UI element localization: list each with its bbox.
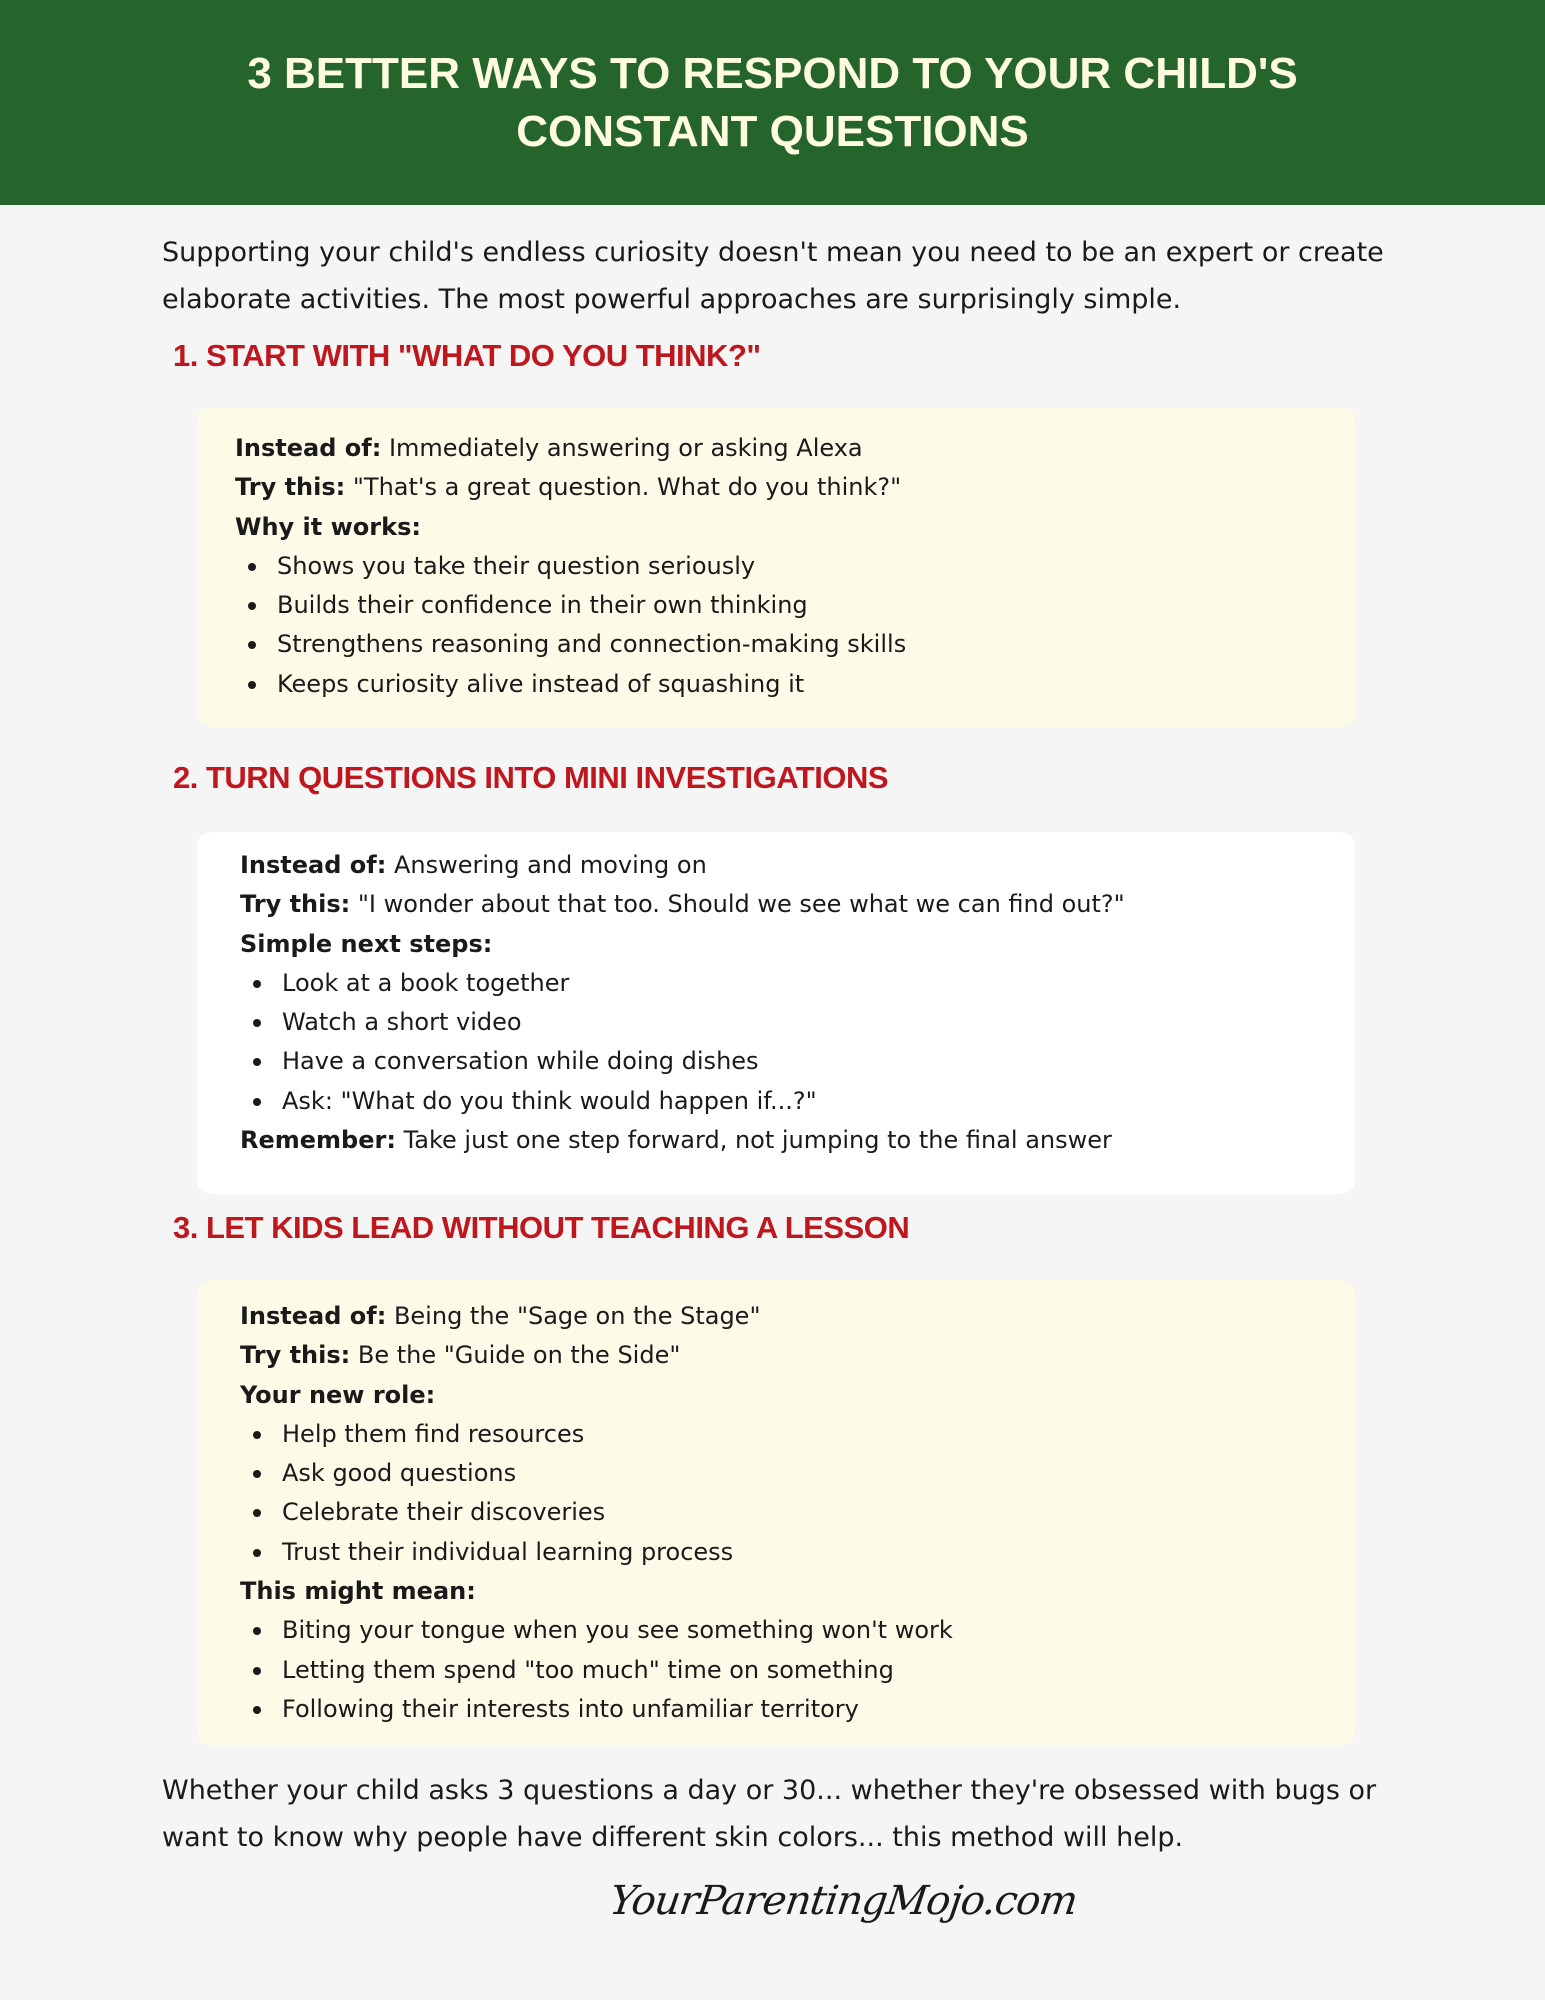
list-item: Following their interests into unfamiliar territory xyxy=(282,1690,1355,1729)
section-1-title: 1. START WITH "WHAT DO YOU THINK?" xyxy=(173,338,761,373)
try-this-text: "I wonder about that too. Should we see what we can find out?" xyxy=(357,890,1125,919)
list-item: Shows you take their question seriously xyxy=(277,547,1355,586)
next-steps-list xyxy=(240,964,1355,1121)
try-this-label: Try this: xyxy=(235,473,346,502)
instead-of-row xyxy=(240,846,1355,885)
instead-of-row xyxy=(240,1297,1355,1336)
new-role-list xyxy=(240,1415,1355,1572)
list-item: Keeps curiosity alive instead of squashing it xyxy=(277,665,1355,704)
section-3-title: 3. LET KIDS LEAD WITHOUT TEACHING A LESSON xyxy=(173,1210,910,1245)
brand-signature-logo: YourParentingMojo.com xyxy=(606,1878,1080,1924)
section-1-card xyxy=(197,407,1355,727)
list-item: Celebrate their discoveries xyxy=(282,1493,1355,1532)
list-item: Ask good questions xyxy=(282,1454,1355,1493)
remember-text: Take just one step forward, not jumping to the final answer xyxy=(403,1126,1112,1155)
instead-of-text: Immediately answering or asking Alexa xyxy=(388,434,863,462)
list-label: Why it works: xyxy=(235,512,421,541)
try-this-label: Try this: xyxy=(240,1341,351,1370)
try-this-row xyxy=(235,468,1355,507)
list-item: Help them find resources xyxy=(282,1415,1355,1454)
instead-of-label: Instead of: xyxy=(240,851,387,879)
list-item: Trust their individual learning process xyxy=(282,1533,1355,1572)
instead-of-row xyxy=(235,429,1355,468)
instead-of-text: Answering and moving on xyxy=(393,851,707,879)
might-mean-list xyxy=(240,1611,1355,1729)
list-label: This might mean: xyxy=(240,1577,476,1606)
list-item: Look at a book together xyxy=(282,964,1355,1003)
list-label: Your new role: xyxy=(240,1380,436,1409)
instead-of-label: Instead of: xyxy=(235,434,382,462)
section-3-card xyxy=(197,1280,1355,1746)
try-this-row xyxy=(240,885,1355,924)
section-2-card xyxy=(197,832,1355,1194)
remember-row xyxy=(240,1121,1355,1160)
try-this-text: Be the "Guide on the Side" xyxy=(357,1341,681,1370)
intro-paragraph: Supporting your child's endless curiosity doesn't mean you need to be an expert or create elaborate activities. The most powerful approaches are surprisingly simple. xyxy=(162,237,1384,315)
list-item: Biting your tongue when you see something won't work xyxy=(282,1611,1355,1650)
list-item: Builds their confidence in their own thinking xyxy=(277,586,1355,625)
page-title: 3 BETTER WAYS TO RESPOND TO YOUR CHILD'S CONSTANT QUESTIONS xyxy=(247,48,1298,156)
why-it-works-list xyxy=(235,547,1355,704)
try-this-text: "That's a great question. What do you think?" xyxy=(352,473,902,502)
list-item: Watch a short video xyxy=(282,1003,1355,1042)
try-this-row xyxy=(240,1336,1355,1375)
section-2-title: 2. TURN QUESTIONS INTO MINI INVESTIGATIONS xyxy=(173,760,889,795)
list-item: Strengthens reasoning and connection-making skills xyxy=(277,625,1355,664)
list-item: Letting them spend "too much" time on something xyxy=(282,1651,1355,1690)
header-banner xyxy=(0,0,1545,205)
list-item: Have a conversation while doing dishes xyxy=(282,1042,1355,1081)
list-item: Ask: "What do you think would happen if...?" xyxy=(282,1082,1355,1121)
instead-of-label: Instead of: xyxy=(240,1302,387,1330)
instead-of-text: Being the "Sage on the Stage" xyxy=(393,1302,761,1330)
remember-label: Remember: xyxy=(240,1126,396,1155)
list-label: Simple next steps: xyxy=(240,929,493,958)
closing-paragraph: Whether your child asks 3 questions a day or 30... whether they're obsessed with bugs or want to know why people have different skin colors... this method will help. xyxy=(162,1775,1377,1853)
try-this-label: Try this: xyxy=(240,890,351,919)
